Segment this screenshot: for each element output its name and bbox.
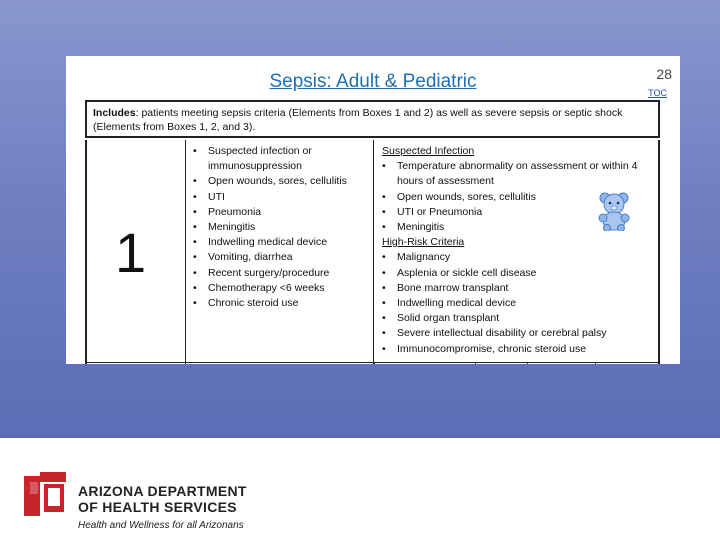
document-title: Sepsis: Adult & Pediatric bbox=[269, 71, 477, 92]
page-number: 28 bbox=[656, 66, 672, 82]
box-number-cell bbox=[87, 140, 186, 364]
adult-criteria-item: • Recent surgery/procedure bbox=[193, 266, 373, 281]
adult-criteria-item: • UTI bbox=[193, 190, 373, 205]
adult-criteria-item: • Suspected infection or immunosuppression bbox=[193, 144, 373, 174]
pediatric-criteria-item: • Temperature abnormality on assessment or within 4 hours of assessment bbox=[382, 159, 660, 189]
next-row-col-divider bbox=[475, 362, 476, 364]
next-row-col-divider bbox=[374, 362, 375, 364]
pediatric-criteria-item: • UTI or Pneumonia bbox=[382, 205, 660, 220]
includes-label: Includes bbox=[93, 107, 136, 119]
pediatric-criteria-item: • Immunocompromise, chronic steroid use bbox=[382, 342, 660, 357]
includes-text: : patients meeting sepsis criteria (Elements from Boxes 1 and 2) as well as severe sepsis or septic shock (Elements from Boxes 1, 2, and 3). bbox=[93, 107, 623, 133]
pediatric-criteria-item: • Indwelling medical device bbox=[382, 296, 660, 311]
adult-criteria-item: • Pneumonia bbox=[193, 205, 373, 220]
next-row-col-divider bbox=[527, 362, 528, 364]
next-row-col-divider bbox=[185, 362, 186, 364]
pediatric-criteria-item: • Meningitis bbox=[382, 220, 660, 235]
pediatric-criteria-item: • Severe intellectual disability or cerebral palsy bbox=[382, 326, 660, 341]
organization-name bbox=[78, 483, 247, 515]
org-name-line1: ARIZONA DEPARTMENT bbox=[78, 483, 247, 499]
adult-criteria-item: • Indwelling medical device bbox=[193, 235, 373, 250]
adult-criteria-item: • Meningitis bbox=[193, 220, 373, 235]
adult-criteria-item: • Open wounds, sores, cellulitis bbox=[193, 174, 373, 189]
pediatric-criteria-item: • Open wounds, sores, cellulitis bbox=[382, 190, 660, 205]
criteria-table-box-1 bbox=[85, 140, 660, 364]
pediatric-criteria-item: • Malignancy bbox=[382, 250, 660, 265]
next-row-col-divider bbox=[595, 362, 596, 364]
pediatric-criteria-list bbox=[374, 250, 660, 356]
includes-box bbox=[85, 100, 660, 138]
adult-criteria-item: • Chemotherapy <6 weeks bbox=[193, 281, 373, 296]
adhs-logo bbox=[22, 470, 70, 518]
adult-criteria-item: • Chronic steroid use bbox=[193, 296, 373, 311]
box-number: 1 bbox=[115, 221, 147, 284]
document-page bbox=[66, 56, 680, 364]
pediatric-criteria-cell bbox=[374, 140, 660, 364]
adult-criteria-list bbox=[185, 140, 373, 311]
adult-criteria-cell bbox=[185, 140, 374, 364]
next-row-divider bbox=[87, 362, 658, 363]
org-name-line2: OF HEALTH SERVICES bbox=[78, 499, 237, 515]
pediatric-criteria-item: • Asplenia or sickle cell disease bbox=[382, 266, 660, 281]
pediatric-section-heading: High-Risk Criteria bbox=[382, 236, 465, 249]
adult-criteria-item: • Vomiting, diarrhea bbox=[193, 250, 373, 265]
pediatric-section-heading: Suspected Infection bbox=[382, 145, 475, 157]
pediatric-criteria-item: • Solid organ transplant bbox=[382, 311, 660, 326]
pediatric-criteria-item: • Bone marrow transplant bbox=[382, 281, 660, 296]
pediatric-criteria bbox=[374, 140, 660, 357]
teddy-bear-icon bbox=[596, 191, 632, 231]
toc-link[interactable]: TOC bbox=[648, 88, 667, 98]
organization-tagline: Health and Wellness for all Arizonans bbox=[78, 520, 244, 531]
